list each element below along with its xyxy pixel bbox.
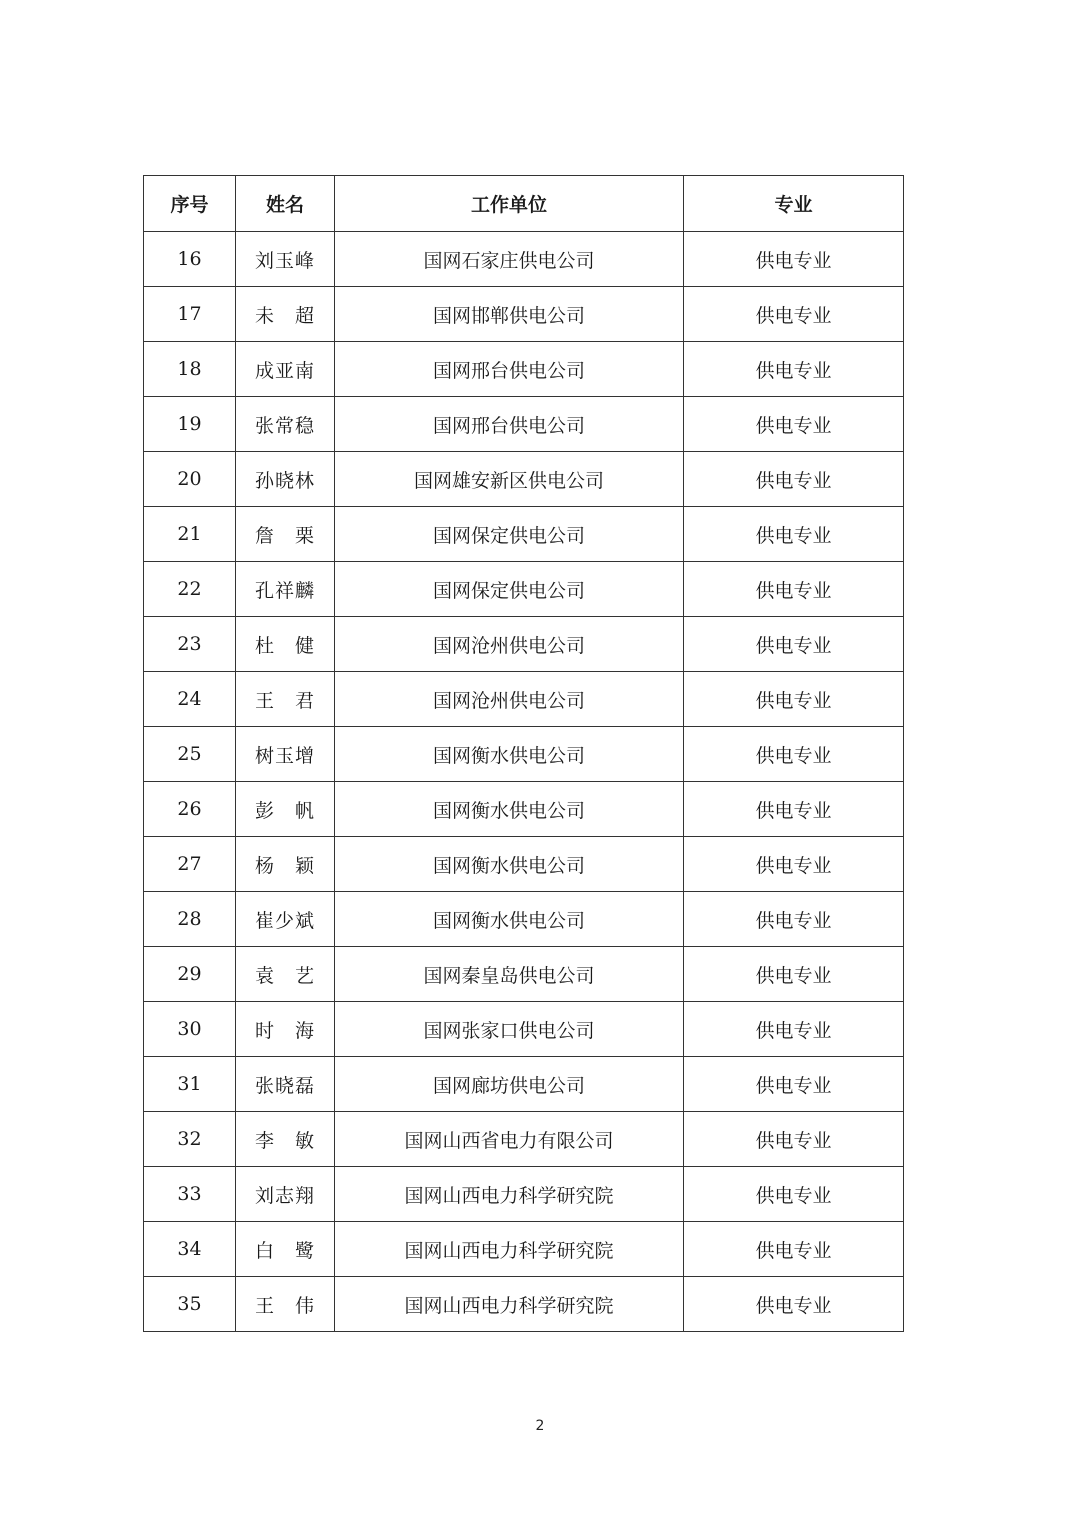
table-row: [144, 452, 904, 507]
table-row: [144, 1277, 904, 1332]
cell-seq: 29: [144, 947, 236, 1002]
table-row: [144, 672, 904, 727]
cell-unit: 国网沧州供电公司: [335, 617, 684, 672]
header-row: [144, 176, 904, 232]
table-row: [144, 1057, 904, 1112]
cell-unit: 国网保定供电公司: [335, 562, 684, 617]
cell-specialty: 供电专业: [684, 727, 904, 782]
cell-name: 张晓磊: [236, 1057, 335, 1112]
cell-seq: 16: [144, 232, 236, 287]
cell-name: 彭 帆: [236, 782, 335, 837]
cell-unit: 国网廊坊供电公司: [335, 1057, 684, 1112]
cell-specialty: 供电专业: [684, 1057, 904, 1112]
cell-specialty: 供电专业: [684, 507, 904, 562]
table-row: [144, 837, 904, 892]
cell-seq: 31: [144, 1057, 236, 1112]
table-row: [144, 1112, 904, 1167]
cell-name: 张常稳: [236, 397, 335, 452]
cell-name: 杜 健: [236, 617, 335, 672]
cell-specialty: 供电专业: [684, 837, 904, 892]
cell-seq: 33: [144, 1167, 236, 1222]
cell-name: 崔少斌: [236, 892, 335, 947]
cell-seq: 35: [144, 1277, 236, 1332]
cell-seq: 23: [144, 617, 236, 672]
table-row: [144, 727, 904, 782]
table-row: [144, 1167, 904, 1222]
table-row: [144, 947, 904, 1002]
header-unit: 工作单位: [335, 176, 684, 232]
table-row: [144, 507, 904, 562]
cell-name: 成亚南: [236, 342, 335, 397]
cell-specialty: 供电专业: [684, 1222, 904, 1277]
cell-seq: 19: [144, 397, 236, 452]
cell-seq: 28: [144, 892, 236, 947]
cell-seq: 22: [144, 562, 236, 617]
cell-seq: 26: [144, 782, 236, 837]
cell-unit: 国网沧州供电公司: [335, 672, 684, 727]
cell-specialty: 供电专业: [684, 617, 904, 672]
cell-unit: 国网衡水供电公司: [335, 782, 684, 837]
cell-seq: 30: [144, 1002, 236, 1057]
header-name: 姓名: [236, 176, 335, 232]
cell-unit: 国网衡水供电公司: [335, 727, 684, 782]
cell-specialty: 供电专业: [684, 342, 904, 397]
cell-unit: 国网衡水供电公司: [335, 892, 684, 947]
roster-table: [143, 175, 904, 1332]
cell-specialty: 供电专业: [684, 672, 904, 727]
cell-unit: 国网山西省电力有限公司: [335, 1112, 684, 1167]
table-row: [144, 1002, 904, 1057]
cell-seq: 18: [144, 342, 236, 397]
table-row: [144, 782, 904, 837]
cell-specialty: 供电专业: [684, 1167, 904, 1222]
table-body: [144, 232, 904, 1332]
table-row: [144, 617, 904, 672]
cell-unit: 国网邢台供电公司: [335, 397, 684, 452]
cell-specialty: 供电专业: [684, 397, 904, 452]
cell-unit: 国网衡水供电公司: [335, 837, 684, 892]
table-row: [144, 342, 904, 397]
cell-seq: 17: [144, 287, 236, 342]
cell-unit: 国网山西电力科学研究院: [335, 1222, 684, 1277]
cell-specialty: 供电专业: [684, 782, 904, 837]
cell-name: 树玉增: [236, 727, 335, 782]
table-row: [144, 287, 904, 342]
header-specialty: 专业: [684, 176, 904, 232]
cell-unit: 国网山西电力科学研究院: [335, 1167, 684, 1222]
table-row: [144, 562, 904, 617]
cell-seq: 34: [144, 1222, 236, 1277]
cell-name: 孙晓林: [236, 452, 335, 507]
cell-name: 王 伟: [236, 1277, 335, 1332]
header-seq: 序号: [144, 176, 236, 232]
cell-unit: 国网山西电力科学研究院: [335, 1277, 684, 1332]
cell-seq: 24: [144, 672, 236, 727]
cell-seq: 20: [144, 452, 236, 507]
cell-name: 杨 颖: [236, 837, 335, 892]
cell-unit: 国网秦皇岛供电公司: [335, 947, 684, 1002]
cell-name: 王 君: [236, 672, 335, 727]
cell-unit: 国网保定供电公司: [335, 507, 684, 562]
cell-name: 时 海: [236, 1002, 335, 1057]
cell-name: 刘玉峰: [236, 232, 335, 287]
cell-name: 李 敏: [236, 1112, 335, 1167]
cell-unit: 国网雄安新区供电公司: [335, 452, 684, 507]
cell-specialty: 供电专业: [684, 562, 904, 617]
cell-unit: 国网石家庄供电公司: [335, 232, 684, 287]
cell-specialty: 供电专业: [684, 1002, 904, 1057]
cell-specialty: 供电专业: [684, 892, 904, 947]
cell-specialty: 供电专业: [684, 232, 904, 287]
cell-seq: 32: [144, 1112, 236, 1167]
cell-name: 刘志翔: [236, 1167, 335, 1222]
cell-specialty: 供电专业: [684, 947, 904, 1002]
cell-name: 白 鹭: [236, 1222, 335, 1277]
cell-seq: 25: [144, 727, 236, 782]
cell-seq: 21: [144, 507, 236, 562]
page-number: 2: [535, 1418, 545, 1434]
table-row: [144, 1222, 904, 1277]
cell-specialty: 供电专业: [684, 1112, 904, 1167]
cell-specialty: 供电专业: [684, 1277, 904, 1332]
table-row: [144, 892, 904, 947]
cell-name: 未 超: [236, 287, 335, 342]
cell-name: 孔祥麟: [236, 562, 335, 617]
table-header: [144, 176, 904, 232]
cell-unit: 国网张家口供电公司: [335, 1002, 684, 1057]
table-row: [144, 232, 904, 287]
cell-seq: 27: [144, 837, 236, 892]
table-row: [144, 397, 904, 452]
cell-specialty: 供电专业: [684, 452, 904, 507]
cell-unit: 国网邯郸供电公司: [335, 287, 684, 342]
cell-name: 詹 栗: [236, 507, 335, 562]
cell-specialty: 供电专业: [684, 287, 904, 342]
cell-unit: 国网邢台供电公司: [335, 342, 684, 397]
cell-name: 袁 艺: [236, 947, 335, 1002]
